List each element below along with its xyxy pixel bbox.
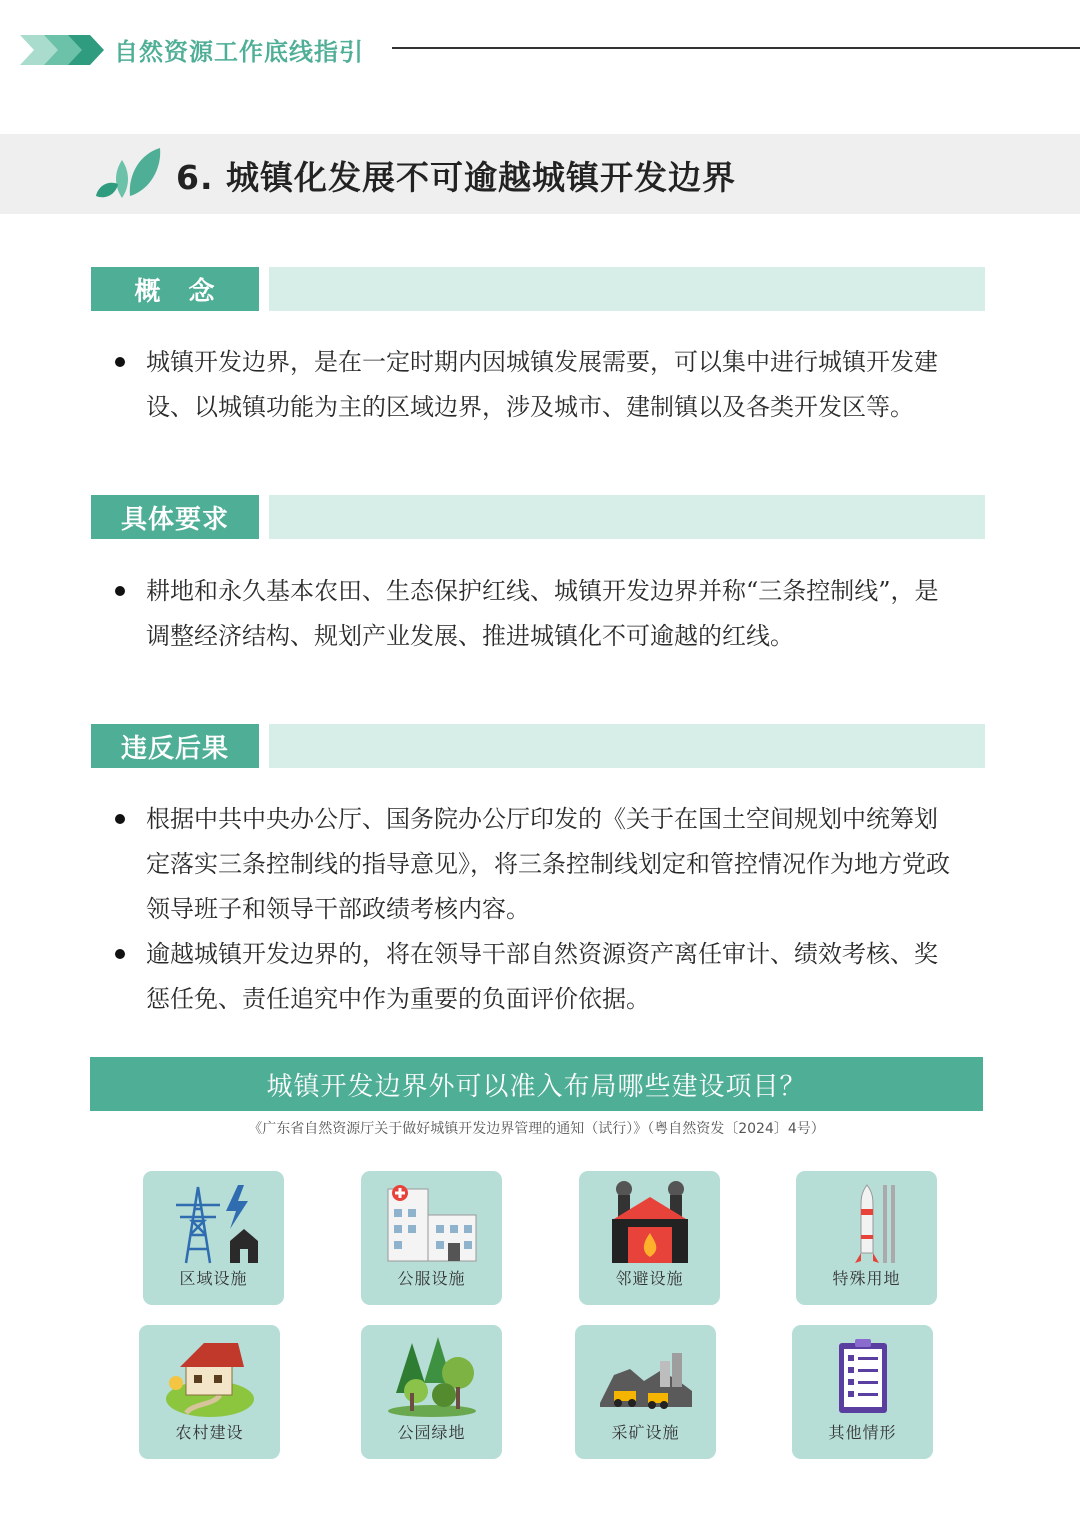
- chevron-arrows-icon: [20, 35, 104, 65]
- card-label: 特殊用地: [832, 1269, 901, 1288]
- consequences-bullet-1: 根据中共中央办公厅、国务院办公厅印发的《关于在国土空间规划中统筹划定落实三条控制线的指导意见》，将三条控制线划定和管控情况作为地方党政领导班子和领导干部政绩考核内容。: [146, 805, 950, 923]
- checklist-icon: [817, 1333, 909, 1419]
- projects-banner: 城镇开发边界外可以准入布局哪些建设项目？: [90, 1057, 983, 1111]
- farmhouse-icon: [164, 1333, 256, 1419]
- card-nimby-facilities: [579, 1171, 720, 1305]
- leaf-icon: [92, 146, 164, 202]
- bullet-dot: [115, 949, 125, 959]
- requirements-bullet-1: 耕地和永久基本农田、生态保护红线、城镇开发边界并称“三条控制线”，是调整经济结构、规划产业发展、推进城镇化不可逾越的红线。: [146, 577, 939, 650]
- card-label: 农村建设: [175, 1423, 244, 1442]
- bullet-dot: [115, 586, 125, 596]
- card-label: 区域设施: [179, 1269, 248, 1288]
- section-title: 6. 城镇化发展不可逾越城镇开发边界: [176, 158, 736, 197]
- card-park-green-space: [361, 1325, 502, 1459]
- card-special-land: [796, 1171, 937, 1305]
- bullet-dot: [115, 357, 125, 367]
- card-label: 采矿设施: [611, 1423, 680, 1442]
- concept-tag: 概 念: [91, 267, 259, 311]
- page-header: [0, 30, 1080, 72]
- trees-icon: [386, 1333, 478, 1419]
- card-label: 公园绿地: [397, 1423, 466, 1442]
- card-mining-facilities: [575, 1325, 716, 1459]
- card-rural-construction: [139, 1325, 280, 1459]
- card-public-facilities: [361, 1171, 502, 1305]
- incinerator-icon: [604, 1179, 696, 1265]
- consequences-tag: 违反后果: [91, 724, 259, 768]
- mining-icon: [600, 1333, 692, 1419]
- concept-bullet-1: 城镇开发边界，是在一定时期内因城镇发展需要，可以集中进行城镇开发建设、以城镇功能为主的区域边界，涉及城市、建制镇以及各类开发区等。: [146, 348, 938, 421]
- card-label: 其他情形: [828, 1423, 897, 1442]
- card-other-cases: [792, 1325, 933, 1459]
- source-citation: 《广东省自然资源厅关于做好城镇开发边界管理的通知（试行）》（粤自然资发〔2024〕4号）: [248, 1121, 825, 1137]
- consequences-bullet-2: 逾越城镇开发边界的，将在领导干部自然资源资产离任审计、绩效考核、奖惩任免、责任追究中作为重要的负面评价依据。: [146, 940, 938, 1013]
- hospital-icon: [386, 1179, 478, 1265]
- power-tower-icon: [168, 1179, 260, 1265]
- consequences-header: [91, 724, 985, 768]
- header-divider: [392, 47, 1080, 49]
- card-label: 公服设施: [397, 1269, 466, 1288]
- concept-header: [91, 267, 985, 311]
- bullet-dot: [115, 814, 125, 824]
- section-title-band: [0, 134, 1080, 214]
- header-title: 自然资源工作底线指引: [114, 38, 364, 66]
- requirements-tag: 具体要求: [91, 495, 259, 539]
- card-label: 邻避设施: [615, 1269, 684, 1288]
- rocket-icon: [821, 1179, 913, 1265]
- requirements-header: [91, 495, 985, 539]
- card-regional-facilities: [143, 1171, 284, 1305]
